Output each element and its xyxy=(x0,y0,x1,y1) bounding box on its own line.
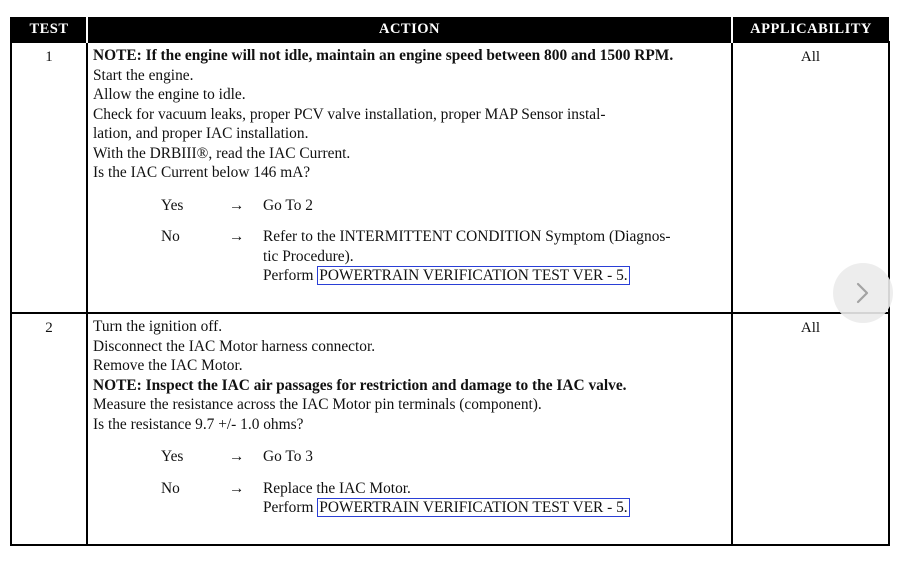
yes-action: Go To 2 xyxy=(263,196,313,214)
table-header-row xyxy=(11,17,889,42)
verification-test-link[interactable]: POWERTRAIN VERIFICATION TEST VER - 5. xyxy=(319,267,628,284)
yes-action: Go To 3 xyxy=(263,448,313,465)
test-number: 1 xyxy=(11,42,87,313)
yes-label: Yes xyxy=(161,196,184,214)
step-text: Turn the ignition off. xyxy=(93,318,223,335)
no-label: No xyxy=(161,228,180,245)
note-text: NOTE: Inspect the IAC air passages for restriction and damage to the IAC valve. xyxy=(93,376,627,394)
no-branch xyxy=(161,227,726,286)
step-text: lation, and proper IAC installation. xyxy=(93,125,309,142)
step-text: Measure the resistance across the IAC Motor pin terminals (component). xyxy=(93,396,542,413)
perform-label: Perform xyxy=(263,267,314,284)
perform-line xyxy=(263,498,726,518)
arrow-right-icon: → xyxy=(229,479,245,497)
step-text: With the DRBIII®, read the IAC Current. xyxy=(93,144,351,162)
test-number: 2 xyxy=(11,313,87,545)
step-text: Is the resistance 9.7 +/- 1.0 ohms? xyxy=(93,415,304,433)
no-label: No xyxy=(161,479,180,497)
step-text: Start the engine. xyxy=(93,66,194,84)
header-test: TEST xyxy=(11,17,87,42)
applicability-value: All xyxy=(732,42,889,313)
step-text: Remove the IAC Motor. xyxy=(93,357,243,374)
action-cell xyxy=(87,42,732,313)
step-text: Disconnect the IAC Motor harness connector. xyxy=(93,337,376,355)
header-applicability: APPLICABILITY xyxy=(732,17,889,42)
yes-branch xyxy=(161,196,726,216)
arrow-right-icon: → xyxy=(229,448,245,465)
action-cell xyxy=(87,313,732,545)
no-action xyxy=(263,479,726,518)
no-action xyxy=(263,227,726,286)
table-row xyxy=(11,42,889,313)
table-row xyxy=(11,313,889,545)
yes-label: Yes xyxy=(161,448,184,465)
note-text: NOTE: If the engine will not idle, maintain an engine speed between 800 and 1500 RPM. xyxy=(93,47,674,64)
no-action-line: Replace the IAC Motor. xyxy=(263,479,411,497)
step-text: Allow the engine to idle. xyxy=(93,86,246,103)
diagnostic-table xyxy=(10,17,890,546)
perform-label: Perform xyxy=(263,499,314,516)
step-text: Check for vacuum leaks, proper PCV valve installation, proper MAP Sensor instal- xyxy=(93,105,606,123)
applicability-value: All xyxy=(732,313,889,545)
perform-line xyxy=(263,266,726,286)
no-action-line: Refer to the INTERMITTENT CONDITION Symptom (Diagnos- xyxy=(263,228,671,245)
yes-branch xyxy=(161,447,726,467)
verification-test-link[interactable]: POWERTRAIN VERIFICATION TEST VER - 5. xyxy=(319,499,628,516)
arrow-right-icon: → xyxy=(229,228,245,245)
step-text: Is the IAC Current below 146 mA? xyxy=(93,164,311,181)
no-action-line: tic Procedure). xyxy=(263,247,354,265)
header-action: ACTION xyxy=(87,17,732,42)
arrow-right-icon: → xyxy=(229,196,245,214)
no-branch xyxy=(161,479,726,518)
chevron-right-icon xyxy=(853,281,873,305)
next-page-button[interactable] xyxy=(833,263,893,323)
